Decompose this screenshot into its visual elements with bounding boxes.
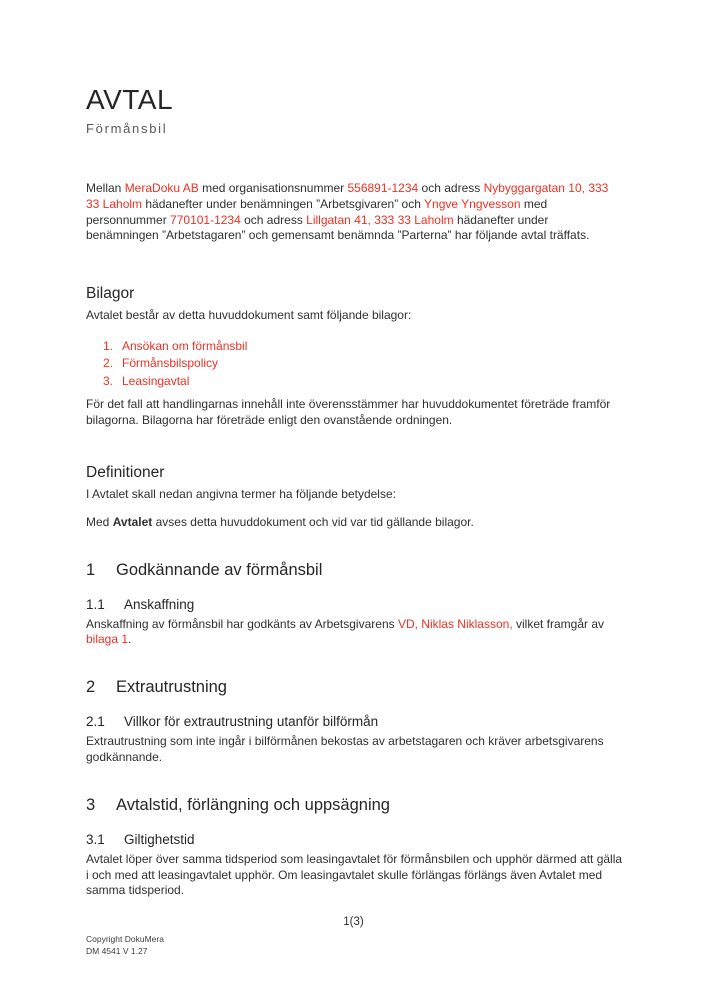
field-value: 556891-1234: [347, 181, 419, 195]
field-value: MeraDoku AB: [124, 181, 199, 195]
text-segment: med personnummer: [86, 196, 548, 227]
subsection-1-1-heading: [86, 596, 623, 613]
document-subtitle: Förmånsbil: [86, 121, 168, 136]
bilagor-note: För det fall att handlingarnas innehåll inte överensstämmer har huvuddokumentet företräde framför bilagorna. Bilagorna har företräde enligt den ovanstående ordningen.: [86, 397, 611, 428]
subsection-number: 1.1: [86, 596, 105, 612]
attachment-label: Leasingavtal: [122, 373, 190, 388]
text-segment: hädanefter under benämningen ”Arbetsgivaren” och: [142, 196, 425, 211]
document-id-line: DM 4541 V 1.27: [86, 945, 148, 956]
list-item: [86, 355, 623, 373]
section-number: 3: [86, 795, 96, 814]
section-heading-text: Godkännande av förmånsbil: [116, 560, 323, 579]
text-segment: och adress: [240, 212, 307, 227]
section-number: 1: [86, 560, 96, 579]
subsection-number: 3.1: [86, 831, 105, 847]
bilagor-lead: Avtalet består av detta huvuddokument samt följande bilagor:: [86, 308, 412, 323]
section-heading-text: Extrautrustning: [116, 678, 227, 697]
definitioner-heading: Definitioner: [86, 464, 165, 482]
section-heading-text: Avtalstid, förlängning och uppsägning: [116, 795, 390, 814]
definition-paragraph: [86, 515, 623, 531]
list-item: [86, 373, 623, 391]
bilagor-heading: Bilagor: [86, 285, 135, 303]
attachment-list: [86, 338, 623, 391]
section-3-heading: [86, 794, 623, 816]
document-title: AVTAL: [86, 84, 174, 115]
text-segment: vilket framgår av: [512, 616, 605, 631]
section-1-heading: [86, 559, 623, 581]
text-segment: Mellan: [86, 181, 125, 195]
list-item-number: 3.: [103, 373, 114, 388]
text-segment: Anskaffning av förmånsbil har godkänts av Arbetsgivarens: [86, 616, 398, 631]
field-value: Nybyggargatan 10, 333 33 Laholm: [86, 181, 609, 211]
page-number: 1(3): [343, 916, 364, 928]
defined-term: Avtalet: [112, 514, 153, 529]
text-segment: med organisationsnummer: [198, 181, 348, 195]
list-item-number: 1.: [103, 338, 114, 353]
subsection-1-1-body: [86, 617, 623, 649]
field-value: Yngve Yngvesson: [424, 196, 521, 211]
definitioner-lead: I Avtalet skall nedan angivna termer ha följande betydelse:: [86, 487, 396, 502]
list-item: [86, 338, 623, 356]
subsection-3-1-heading: [86, 831, 623, 848]
field-value: Lillgatan 41, 333 33 Laholm: [306, 212, 454, 227]
list-item-number: 2.: [103, 356, 114, 371]
text-segment: Med: [86, 514, 113, 529]
subsection-2-1-heading: [86, 713, 623, 730]
text-segment: Extrautrustning som inte ingår i bilförmånen bekostas av arbetstagaren och kräver arbetsgivarens godkännande.: [86, 734, 604, 765]
subsection-heading-text: Anskaffning: [124, 596, 195, 612]
subsection-2-1-body: [86, 734, 623, 766]
text-segment: hädanefter under benämningen ”Arbetstagaren” och gemensamt benämnda ”Parterna” har följande avtal träffats.: [86, 212, 590, 243]
field-value: bilaga 1: [86, 632, 129, 647]
field-value: VD, Niklas Niklasson,: [397, 616, 513, 631]
copyright-notice: [86, 934, 164, 957]
text-segment: .: [128, 632, 132, 647]
attachment-label: Ansökan om förmånsbil: [122, 338, 248, 353]
subsection-heading-text: Giltighetstid: [124, 831, 195, 847]
text-segment: Avtalet löper över samma tidsperiod som leasingavtalet för förmånsbilen och upphör därmed att gälla i och med att leasingavtalet upphör. Om leasingavtalet skulle förlängas förlängs även Avtalet med samma tidsperiod.: [86, 851, 623, 898]
intro-paragraph: [86, 181, 623, 244]
subsection-3-1-body: [86, 852, 623, 899]
attachment-label: Förmånsbilspolicy: [122, 356, 219, 371]
field-value: 770101-1234: [170, 212, 241, 227]
text-segment: avses detta huvuddokument och vid var tid gällande bilagor.: [152, 514, 474, 529]
subsection-number: 2.1: [86, 714, 105, 730]
section-number: 2: [86, 678, 96, 697]
subsection-heading-text: Villkor för extrautrustning utanför bilförmån: [124, 714, 379, 730]
copyright-line: Copyright DokuMera: [86, 934, 164, 944]
text-segment: och adress: [418, 181, 484, 195]
section-2-heading: [86, 676, 623, 698]
